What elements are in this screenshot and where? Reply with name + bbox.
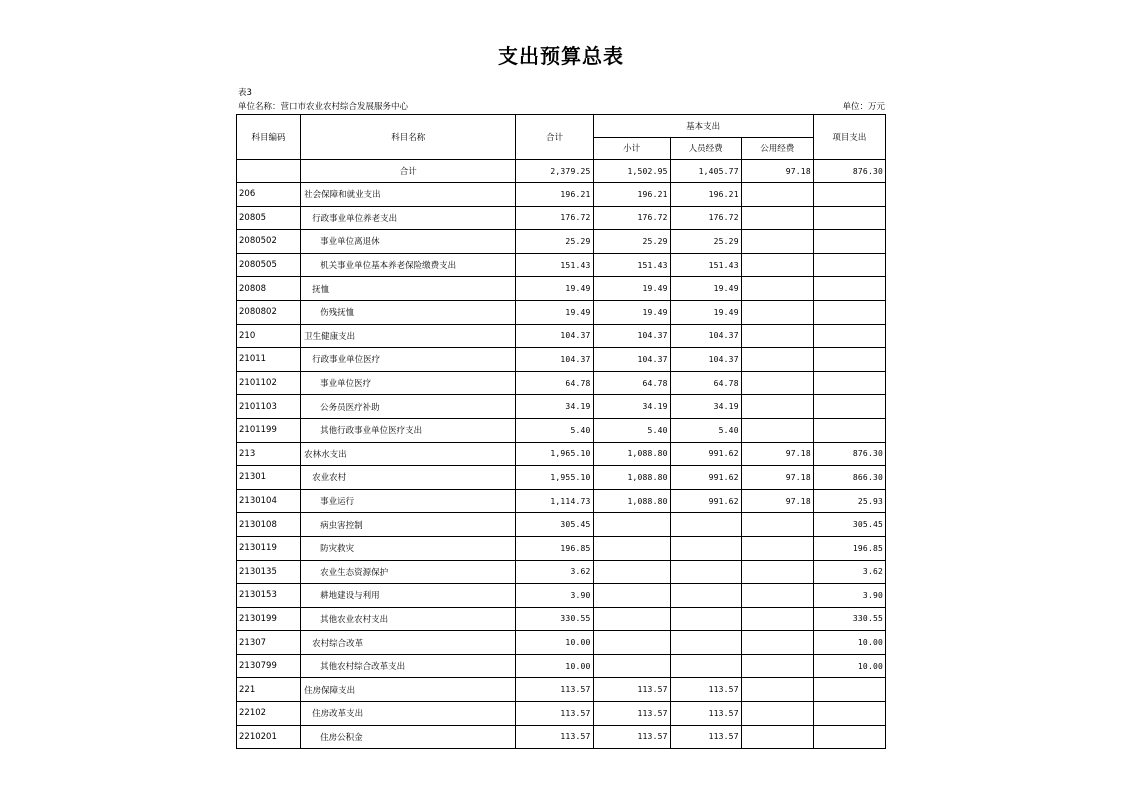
row-code: 2130119 — [237, 536, 301, 560]
table-row — [237, 300, 886, 324]
header-public: 公用经费 — [741, 137, 813, 160]
row-code: 2101199 — [237, 418, 301, 442]
header-total: 合计 — [516, 115, 593, 160]
table-row — [237, 466, 886, 490]
row-total: 176.72 — [516, 206, 593, 230]
row-personnel: 991.62 — [670, 466, 741, 490]
row-code: 21307 — [237, 631, 301, 655]
row-project — [813, 277, 885, 301]
row-name: 社会保障和就业支出 — [301, 183, 516, 207]
row-public — [741, 678, 813, 702]
row-personnel: 113.57 — [670, 725, 741, 749]
table-number: 表3 — [238, 88, 252, 98]
table-row — [237, 702, 886, 726]
row-code: 2080502 — [237, 230, 301, 254]
row-project — [813, 253, 885, 277]
row-personnel: 19.49 — [670, 277, 741, 301]
row-subtotal — [593, 513, 670, 537]
table-row — [237, 348, 886, 372]
table-row — [237, 654, 886, 678]
row-personnel: 991.62 — [670, 489, 741, 513]
table-row — [237, 277, 886, 301]
row-total: 151.43 — [516, 253, 593, 277]
header-personnel: 人员经费 — [670, 137, 741, 160]
row-name: 伤残抚恤 — [301, 300, 516, 324]
table-row — [237, 418, 886, 442]
table-row — [237, 725, 886, 749]
row-subtotal — [593, 654, 670, 678]
table-row — [237, 513, 886, 537]
row-subtotal: 1,088.80 — [593, 442, 670, 466]
row-personnel — [670, 654, 741, 678]
row-personnel — [670, 560, 741, 584]
row-subtotal: 113.57 — [593, 678, 670, 702]
row-personnel: 34.19 — [670, 395, 741, 419]
row-total: 19.49 — [516, 300, 593, 324]
page-title: 支出预算总表 — [498, 44, 624, 68]
table-row — [237, 230, 886, 254]
table-row — [237, 183, 886, 207]
row-subtotal — [593, 607, 670, 631]
row-personnel: 64.78 — [670, 371, 741, 395]
row-code: 2130199 — [237, 607, 301, 631]
row-total: 3.62 — [516, 560, 593, 584]
row-name: 农林水支出 — [301, 442, 516, 466]
row-total: 113.57 — [516, 678, 593, 702]
row-public — [741, 631, 813, 655]
total-public: 97.18 — [741, 160, 813, 183]
table-row — [237, 324, 886, 348]
row-code: 21301 — [237, 466, 301, 490]
row-name: 住房改革支出 — [301, 702, 516, 726]
table-row — [237, 536, 886, 560]
header-basic: 基本支出 — [593, 115, 813, 138]
row-public — [741, 395, 813, 419]
row-name: 事业单位离退休 — [301, 230, 516, 254]
row-personnel: 104.37 — [670, 324, 741, 348]
row-personnel: 151.43 — [670, 253, 741, 277]
row-project: 196.85 — [813, 536, 885, 560]
row-subtotal: 151.43 — [593, 253, 670, 277]
row-code: 2130135 — [237, 560, 301, 584]
row-public — [741, 324, 813, 348]
row-total: 1,965.10 — [516, 442, 593, 466]
row-total: 113.57 — [516, 725, 593, 749]
row-name: 农业农村 — [301, 466, 516, 490]
row-project — [813, 348, 885, 372]
row-subtotal: 19.49 — [593, 277, 670, 301]
row-total: 196.21 — [516, 183, 593, 207]
row-public — [741, 277, 813, 301]
budget-table — [236, 114, 886, 749]
header-code: 科目编码 — [237, 115, 301, 160]
row-name: 其他农村综合改革支出 — [301, 654, 516, 678]
row-code: 2101103 — [237, 395, 301, 419]
row-public: 97.18 — [741, 489, 813, 513]
row-personnel — [670, 513, 741, 537]
table-row — [237, 253, 886, 277]
row-project — [813, 395, 885, 419]
header-name: 科目名称 — [301, 115, 516, 160]
table-row — [237, 678, 886, 702]
table-row — [237, 442, 886, 466]
row-name: 农村综合改革 — [301, 631, 516, 655]
row-personnel: 104.37 — [670, 348, 741, 372]
row-total: 104.37 — [516, 324, 593, 348]
row-subtotal: 19.49 — [593, 300, 670, 324]
table-row — [237, 371, 886, 395]
row-total: 1,114.73 — [516, 489, 593, 513]
row-total: 19.49 — [516, 277, 593, 301]
row-project: 25.93 — [813, 489, 885, 513]
row-public — [741, 371, 813, 395]
table-row — [237, 489, 886, 513]
row-name: 农业生态资源保护 — [301, 560, 516, 584]
row-public — [741, 183, 813, 207]
row-total: 196.85 — [516, 536, 593, 560]
row-public — [741, 253, 813, 277]
row-total: 305.45 — [516, 513, 593, 537]
row-name: 行政事业单位养老支出 — [301, 206, 516, 230]
table-row — [237, 584, 886, 608]
row-project: 330.55 — [813, 607, 885, 631]
row-project — [813, 678, 885, 702]
row-personnel: 113.57 — [670, 678, 741, 702]
row-code: 20808 — [237, 277, 301, 301]
row-name: 卫生健康支出 — [301, 324, 516, 348]
row-name: 行政事业单位医疗 — [301, 348, 516, 372]
row-subtotal — [593, 536, 670, 560]
table-row — [237, 206, 886, 230]
row-personnel: 5.40 — [670, 418, 741, 442]
row-total: 25.29 — [516, 230, 593, 254]
row-public — [741, 418, 813, 442]
row-name: 抚恤 — [301, 277, 516, 301]
row-total: 330.55 — [516, 607, 593, 631]
total-code — [237, 160, 301, 183]
row-public — [741, 607, 813, 631]
row-public: 97.18 — [741, 442, 813, 466]
row-project — [813, 324, 885, 348]
row-name: 住房保障支出 — [301, 678, 516, 702]
row-total: 10.00 — [516, 631, 593, 655]
row-code: 2210201 — [237, 725, 301, 749]
row-public — [741, 725, 813, 749]
row-subtotal: 1,088.80 — [593, 466, 670, 490]
header-project: 项目支出 — [813, 115, 885, 160]
row-code: 22102 — [237, 702, 301, 726]
row-subtotal — [593, 560, 670, 584]
header-row — [237, 115, 886, 138]
row-public — [741, 206, 813, 230]
row-subtotal: 196.21 — [593, 183, 670, 207]
row-name: 事业运行 — [301, 489, 516, 513]
row-code: 221 — [237, 678, 301, 702]
row-name: 机关事业单位基本养老保险缴费支出 — [301, 253, 516, 277]
row-personnel — [670, 536, 741, 560]
row-total: 64.78 — [516, 371, 593, 395]
row-code: 2130108 — [237, 513, 301, 537]
table-row — [237, 607, 886, 631]
row-code: 2130104 — [237, 489, 301, 513]
row-code: 2130799 — [237, 654, 301, 678]
total-label: 合计 — [301, 160, 516, 183]
header-subtotal: 小计 — [593, 137, 670, 160]
row-subtotal — [593, 584, 670, 608]
row-code: 2101102 — [237, 371, 301, 395]
row-project: 305.45 — [813, 513, 885, 537]
row-name: 其他行政事业单位医疗支出 — [301, 418, 516, 442]
row-project — [813, 418, 885, 442]
row-project — [813, 206, 885, 230]
row-name: 其他农业农村支出 — [301, 607, 516, 631]
table-row — [237, 631, 886, 655]
row-name: 住房公积金 — [301, 725, 516, 749]
row-personnel: 113.57 — [670, 702, 741, 726]
row-personnel — [670, 584, 741, 608]
row-project: 10.00 — [813, 631, 885, 655]
unit-name: 单位名称：营口市农业农村综合发展服务中心 — [238, 102, 409, 112]
row-code: 213 — [237, 442, 301, 466]
total-total: 2,379.25 — [516, 160, 593, 183]
row-code: 20805 — [237, 206, 301, 230]
row-total: 1,955.10 — [516, 466, 593, 490]
row-total: 104.37 — [516, 348, 593, 372]
row-name: 公务员医疗补助 — [301, 395, 516, 419]
row-project: 3.90 — [813, 584, 885, 608]
row-code: 2080505 — [237, 253, 301, 277]
row-public — [741, 702, 813, 726]
row-code: 2130153 — [237, 584, 301, 608]
total-personnel: 1,405.77 — [670, 160, 741, 183]
row-subtotal: 1,088.80 — [593, 489, 670, 513]
row-project — [813, 725, 885, 749]
row-public — [741, 536, 813, 560]
row-public — [741, 230, 813, 254]
row-name: 防灾救灾 — [301, 536, 516, 560]
row-project: 876.30 — [813, 442, 885, 466]
row-personnel: 176.72 — [670, 206, 741, 230]
row-code: 210 — [237, 324, 301, 348]
row-subtotal: 176.72 — [593, 206, 670, 230]
row-total: 3.90 — [516, 584, 593, 608]
row-project — [813, 183, 885, 207]
row-name: 耕地建设与利用 — [301, 584, 516, 608]
row-code: 206 — [237, 183, 301, 207]
row-subtotal: 113.57 — [593, 702, 670, 726]
row-personnel: 196.21 — [670, 183, 741, 207]
table-row — [237, 560, 886, 584]
row-total: 113.57 — [516, 702, 593, 726]
row-project — [813, 230, 885, 254]
row-subtotal: 64.78 — [593, 371, 670, 395]
row-project — [813, 300, 885, 324]
row-public — [741, 300, 813, 324]
row-code: 2080802 — [237, 300, 301, 324]
table-row — [237, 395, 886, 419]
row-subtotal: 104.37 — [593, 324, 670, 348]
row-project — [813, 702, 885, 726]
row-personnel: 25.29 — [670, 230, 741, 254]
row-public: 97.18 — [741, 466, 813, 490]
row-name: 病虫害控制 — [301, 513, 516, 537]
total-subtotal: 1,502.95 — [593, 160, 670, 183]
row-total: 34.19 — [516, 395, 593, 419]
total-row — [237, 160, 886, 183]
row-code: 21011 — [237, 348, 301, 372]
currency-unit: 单位：万元 — [842, 102, 885, 112]
row-personnel — [670, 631, 741, 655]
row-subtotal: 113.57 — [593, 725, 670, 749]
row-personnel — [670, 607, 741, 631]
row-project: 866.30 — [813, 466, 885, 490]
row-subtotal: 34.19 — [593, 395, 670, 419]
row-name: 事业单位医疗 — [301, 371, 516, 395]
row-public — [741, 584, 813, 608]
row-public — [741, 654, 813, 678]
row-public — [741, 348, 813, 372]
row-subtotal: 25.29 — [593, 230, 670, 254]
total-project: 876.30 — [813, 160, 885, 183]
row-project: 3.62 — [813, 560, 885, 584]
row-project: 10.00 — [813, 654, 885, 678]
row-personnel: 19.49 — [670, 300, 741, 324]
row-public — [741, 513, 813, 537]
row-personnel: 991.62 — [670, 442, 741, 466]
row-total: 5.40 — [516, 418, 593, 442]
row-subtotal — [593, 631, 670, 655]
row-project — [813, 371, 885, 395]
row-public — [741, 560, 813, 584]
row-subtotal: 5.40 — [593, 418, 670, 442]
row-subtotal: 104.37 — [593, 348, 670, 372]
row-total: 10.00 — [516, 654, 593, 678]
